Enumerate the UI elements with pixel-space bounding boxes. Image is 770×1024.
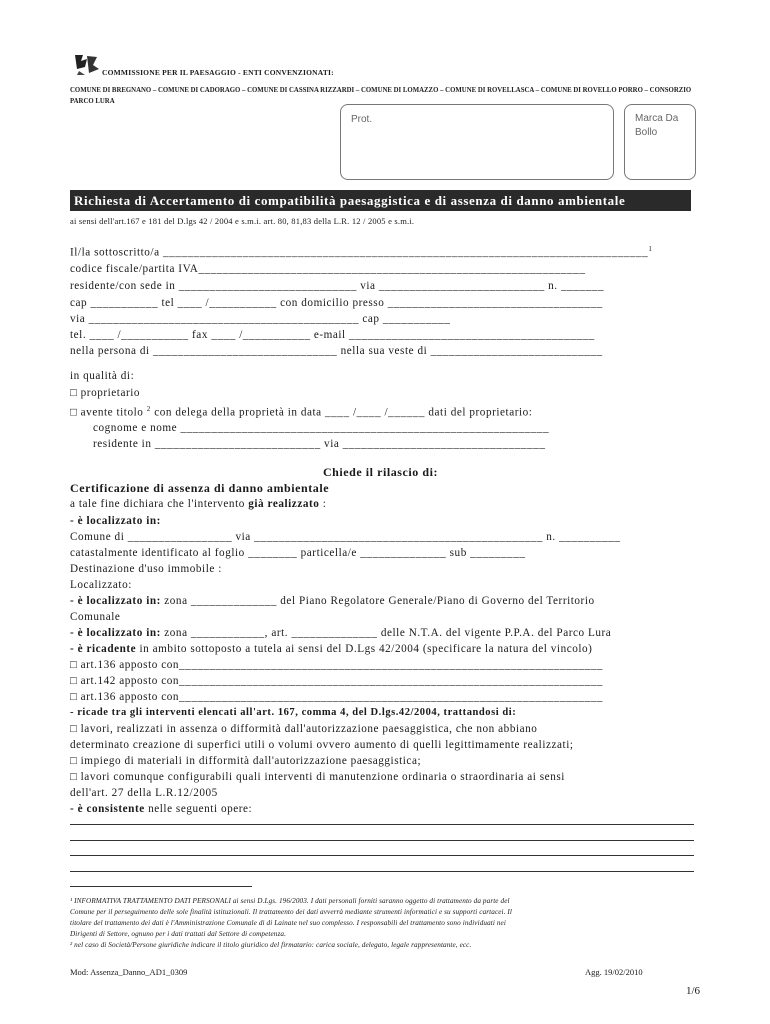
- owner-checkbox[interactable]: □ proprietario: [70, 387, 141, 399]
- prot-label: Prot.: [351, 114, 373, 125]
- works-checkbox[interactable]: □ lavori, realizzati in assenza o difformità dall'autorizzazione paesaggistica, che non abbiano: [70, 723, 538, 735]
- footnote-2: ² nel caso di Società/Persone giuridiche indicare il titolo giuridico del firmatario: carica sociale, delegato, legale rappresentante, ecc.: [70, 941, 472, 949]
- works-description-line-3[interactable]: [70, 855, 694, 856]
- logo-icon: [73, 53, 101, 77]
- fiscal-code-line: codice fiscale/partita IVA_______________________________________________________________: [70, 263, 586, 275]
- works-description-line-2[interactable]: [70, 840, 694, 841]
- request-heading: Chiede il rilascio di:: [322, 465, 439, 479]
- prg-zone-line-cont: Comunale: [70, 611, 121, 623]
- module-code: Mod: Assenza_Danno_AD1_0309: [70, 967, 188, 977]
- footnote-1-line-3: titolare del trattamento dei dati è l'Amministrazione Comunale di di Lainate nel suo complesso. I responsabili del trattamento sono individuati nei: [70, 919, 506, 927]
- applicant-name-line: Il/la sottoscritto/a _______________________________________________________________________________$^1$: [70, 245, 653, 259]
- works-description-line-4[interactable]: [70, 871, 694, 872]
- maintenance-checkbox-cont: dell'art. 27 della L.R.12/2005: [70, 787, 218, 799]
- materials-checkbox[interactable]: □ impiego di materiali in difformità dall'autorizzazione paesaggistica;: [70, 755, 422, 767]
- consisting-of-line: - è consistente nelle seguenti opere:: [70, 803, 253, 815]
- owner-name-line: cognome e nome ____________________________________________________________: [93, 422, 550, 434]
- art136-checkbox-1[interactable]: □ art.136 apposto con_____________________________________________________________________: [70, 659, 603, 671]
- maintenance-checkbox[interactable]: □ lavori comunque configurabili quali interventi di manutenzione ordinaria o straordinaria ai sensi: [70, 771, 565, 783]
- legal-reference: ai sensi dell'art.167 e 181 del D.lgs 42 / 2004 e s.m.i. art. 80, 81,83 della L.R. 12 / 2005 e s.m.i.: [70, 216, 415, 226]
- residence-line: residente/con sede in _____________________________ via ___________________________ n. _______: [70, 280, 604, 292]
- declaration-line: a tale fine dichiara che l'intervento già realizzato :: [70, 498, 327, 510]
- footnote-1-line-2: Comune per il perseguimento delle sole finalità istituzionali. Il trattamento dei dati avverrà mediante strumenti informatici e su supporti cartacei. Il: [70, 908, 513, 916]
- cadastral-line: catastalmente identificato al foglio ________ particella/e ______________ sub _________: [70, 547, 526, 559]
- form-title-banner: Richiesta di Accertamento di compatibilità paesaggistica e di assenza di danno ambientale: [70, 190, 691, 211]
- prot-box: [340, 104, 614, 180]
- footnote-1-line-4: Dirigenti di Settore, ognuno per i dati trattati dal Settore di competenza.: [70, 930, 286, 938]
- update-date: Agg. 19/02/2010: [585, 967, 643, 977]
- entitled-checkbox[interactable]: □ avente titolo $^2$ con delega della proprietà in data ____ /____ /______ dati del proprietario:: [70, 405, 533, 419]
- works-checkbox-cont: determinato creazione di superfici utili o volumi ovvero aumento di quelli legittimamente realizzati;: [70, 739, 574, 751]
- certification-heading: Certificazione di assenza di danno ambientale: [70, 481, 330, 495]
- contacts-line: tel. ____ /___________ fax ____ /___________ e-mail ________________________________________: [70, 329, 595, 341]
- footnote-1-line-1: ¹ INFORMATIVA TRATTAMENTO DATI PERSONALI ai sensi D.Lgs. 196/2003. I dati personali forniti saranno oggetto di trattamento da parte del: [70, 897, 510, 905]
- page-number: 1/6: [685, 985, 700, 997]
- commission-members: COMUNE DI BREGNANO – COMUNE DI CADORAGO – COMUNE DI CASSINA RIZZARDI – COMUNE DI LOMAZZO – COMUNE DI ROVELLASCA – COMUNE DI ROVELLO PORRO – CONSORZIO PARCO LURA: [70, 87, 692, 105]
- ppa-zone-line: - è localizzato in: zona ____________, art. ______________ delle N.T.A. del vigente P.P.A. del Parco Lura: [70, 627, 612, 639]
- marca-da-bollo-box: [624, 104, 696, 180]
- art142-checkbox[interactable]: □ art.142 apposto con_____________________________________________________________________: [70, 675, 603, 687]
- footnote-divider: [70, 886, 252, 887]
- commission-title: COMMISSIONE PER IL PAESAGGIO - ENTI CONVENZIONATI:: [102, 68, 334, 77]
- works-description-line-1[interactable]: [70, 824, 694, 825]
- qualification-heading: in qualità di:: [70, 370, 135, 382]
- protected-area-line: - è ricadente in ambito sottoposto a tutela ai sensi del D.Lgs 42/2004 (specificare la natura del vincolo): [70, 643, 593, 655]
- localized-label: Localizzato:: [70, 579, 132, 591]
- prg-zone-line: - è localizzato in: zona ______________ del Piano Regolatore Generale/Piano di Governo del Territorio: [70, 595, 595, 607]
- marca-label: Marca Da Bollo: [635, 113, 679, 138]
- cap-tel-line: cap ___________ tel ____ /___________ con domicilio presso ___________________________________: [70, 297, 603, 309]
- art167-heading: - ricade tra gli interventi elencati all'art. 167, comma 4, del D.lgs.42/2004, trattandosi di:: [70, 707, 517, 718]
- use-destination-line: Destinazione d'uso immobile :: [70, 563, 222, 575]
- municipality-line: Comune di _________________ via _______________________________________________ n. __________: [70, 531, 621, 543]
- art136-checkbox-2[interactable]: □ art.136 apposto con_____________________________________________________________________: [70, 691, 603, 703]
- located-in-label: - è localizzato in:: [70, 515, 161, 527]
- domicile-street-line: via ____________________________________________ cap ___________: [70, 313, 451, 325]
- representative-line: nella persona di ______________________________ nella sua veste di ____________________________: [70, 345, 603, 357]
- owner-residence-line: residente in ___________________________ via _________________________________: [93, 438, 546, 450]
